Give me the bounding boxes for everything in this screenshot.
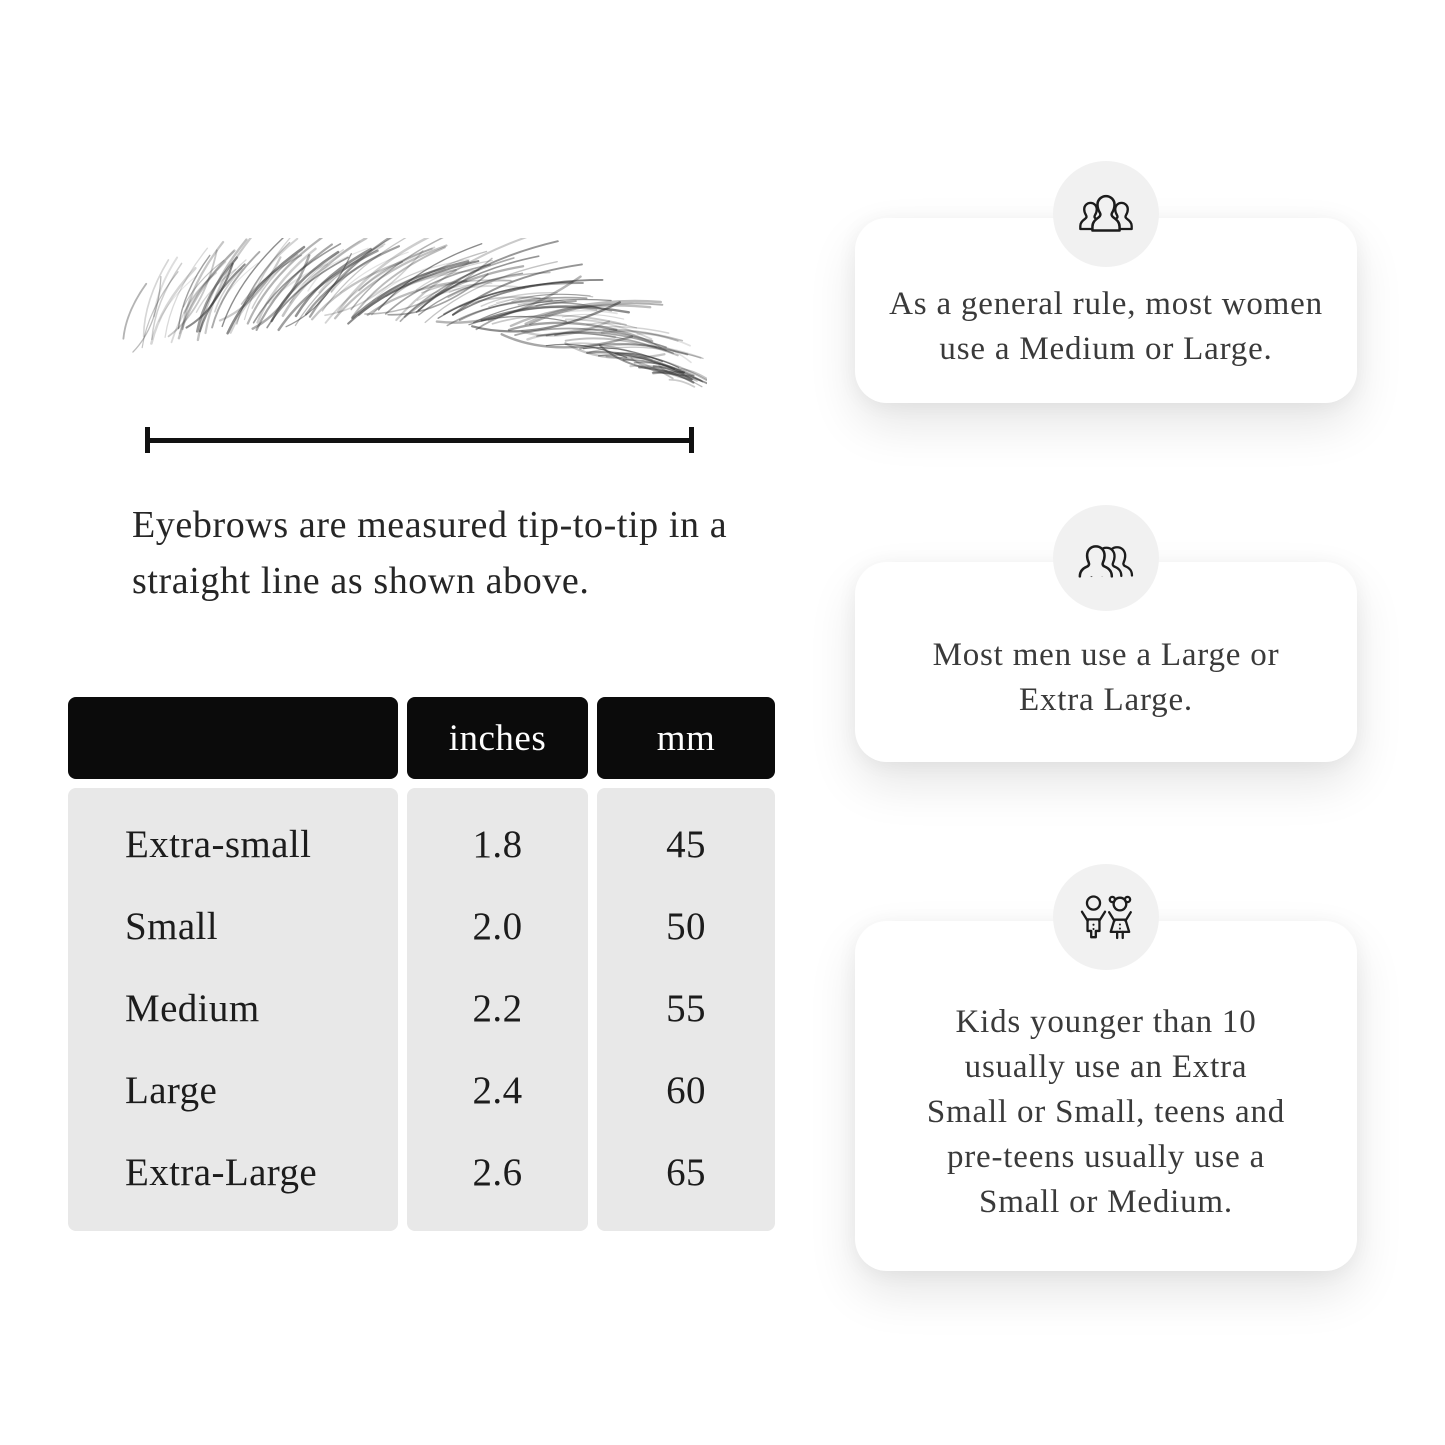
tip-text-1 <box>933 633 1280 723</box>
size-table-row-2-inches-value: 2.2 <box>472 986 523 1030</box>
eyebrow-sketch-svg <box>112 238 707 400</box>
tip-card-body-2 <box>855 921 1357 1271</box>
tip-cards <box>855 161 1357 1373</box>
eyebrow-sketch <box>112 238 707 400</box>
size-table-row-2-size-label: Medium <box>125 986 260 1030</box>
size-table-row-2-mm-value: 55 <box>666 986 706 1030</box>
tip-text-2-line-0: Kids younger than 10 <box>955 1003 1257 1040</box>
size-table-row-0-mm-value: 45 <box>666 822 706 866</box>
size-table-row-3-mm-value: 60 <box>666 1068 706 1112</box>
tip-text-2-line-2: Small or Small, teens and <box>926 1093 1286 1130</box>
size-table <box>68 697 775 1231</box>
measurement-caption-line1: Eyebrows are measured tip-to-tip <box>132 504 659 546</box>
size-table-row-1-inches-value: 2.0 <box>472 904 523 948</box>
size-table-row-4-size-label: Extra-Large <box>125 1150 318 1194</box>
tip-text-2-line-4: Small or Medium. <box>979 1183 1233 1220</box>
measurement-line-bar <box>150 438 689 443</box>
size-table-header-inches: inches <box>407 697 588 779</box>
size-table-header-row <box>68 697 775 779</box>
measurement-caption <box>132 497 752 609</box>
tip-text-0-line-1: use a Medium or Large. <box>939 330 1273 367</box>
tip-card-0 <box>855 161 1357 403</box>
tip-text-2-line-3: pre-teens usually use a <box>946 1138 1266 1175</box>
tip-text-1-line-0: Most men use a Large or <box>932 637 1280 673</box>
tip-text-0-line-0: As a general rule, most women <box>889 285 1323 322</box>
tip-card-2 <box>855 864 1357 1271</box>
size-table-row-1-mm-value: 50 <box>666 904 706 948</box>
tip-text-0 <box>889 282 1323 372</box>
size-table-row-3-inches-value: 2.4 <box>472 1068 523 1112</box>
tip-card-1 <box>855 505 1357 762</box>
size-table-column-inches <box>407 788 588 1231</box>
tip-text-1-line-1: Extra Large. <box>1019 682 1193 718</box>
tip-text-2-line-1: usually use an Extra <box>964 1048 1248 1085</box>
size-table-row-4-mm-value: 65 <box>666 1150 706 1194</box>
size-table-row-3-size-label: Large <box>125 1068 218 1112</box>
size-table-header-mm: mm <box>597 697 775 779</box>
tip-text-2 <box>927 1000 1285 1225</box>
size-table-header-blank <box>68 697 398 779</box>
size-table-body <box>68 788 775 1231</box>
measurement-line <box>145 426 694 454</box>
women-group-icon <box>1053 161 1159 267</box>
size-table-row-0-inches-value: 1.8 <box>472 822 523 866</box>
size-table-row-4-inches-value: 2.6 <box>472 1150 523 1194</box>
size-table-row-0-size-label: Extra-small <box>125 822 312 866</box>
men-group-icon <box>1053 505 1159 611</box>
size-table-column-labels <box>68 788 398 1231</box>
measurement-caption-line2: in a straight line as shown above. <box>132 504 728 602</box>
measurement-line-right-cap <box>689 427 694 453</box>
kids-icon <box>1053 864 1159 970</box>
size-table-row-1-size-label: Small <box>125 904 219 948</box>
size-table-column-mm <box>597 788 775 1231</box>
